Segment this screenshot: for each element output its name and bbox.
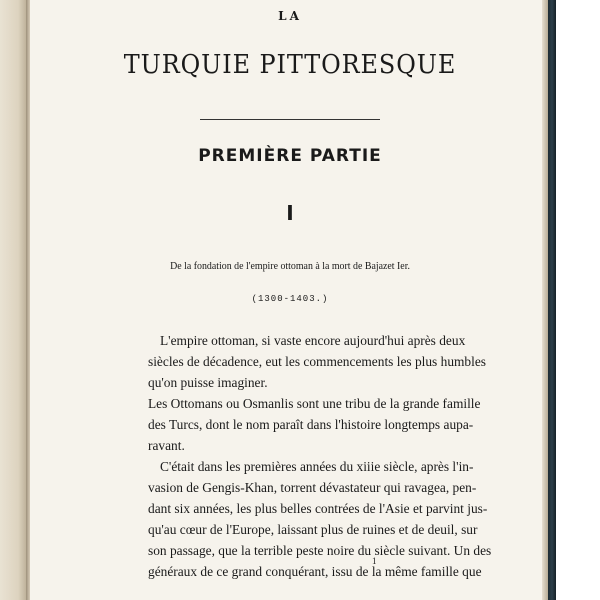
text-line: qu'au cœur de l'Europe, laissant plus de ruines et de deuil, sur (148, 522, 478, 537)
text-line: des Turcs, dont le nom paraît dans l'histoire longtemps aupa- (148, 417, 474, 432)
part-heading: PREMIÈRE PARTIE (198, 146, 382, 166)
title-rule (200, 119, 380, 120)
text-line: son passage, que la terrible peste noire du siècle suivant. Un des (148, 543, 492, 558)
text-line: généraux de ce grand conquérant, issu de la même famille que (148, 564, 482, 579)
book-title: TURQUIE PITTORESQUE (123, 50, 457, 80)
text-line: L'empire ottoman, si vaste encore aujourd'hui après deux (160, 333, 466, 348)
text-line: ravant. (148, 438, 185, 453)
page-number: 1 (372, 556, 377, 566)
body-text (148, 330, 492, 582)
facing-page-edge (0, 0, 26, 600)
chapter-number: I (286, 201, 294, 225)
text-line: siècles de décadence, eut les commencements les plus humbles (148, 354, 486, 369)
series-heading: LA (278, 9, 302, 23)
text-line: C'était dans les premières années du xiiie siècle, après l'in- (160, 459, 474, 474)
book-cover-edge (548, 0, 556, 600)
text-line: Les Ottomans ou Osmanlis sont une tribu de la grande famille (148, 396, 481, 411)
text-line: vasion de Gengis-Khan, torrent dévastateur qui ravagea, pen- (148, 480, 477, 495)
text-line: dant six années, les plus belles contrées de l'Asie et parvint jus- (148, 501, 488, 516)
chapter-dates: (1300-1403.) (251, 294, 329, 304)
text-line: qu'on puisse imaginer. (148, 375, 268, 390)
chapter-title: De la fondation de l'empire ottoman à la mort de Bajazet Ier. (170, 260, 410, 272)
